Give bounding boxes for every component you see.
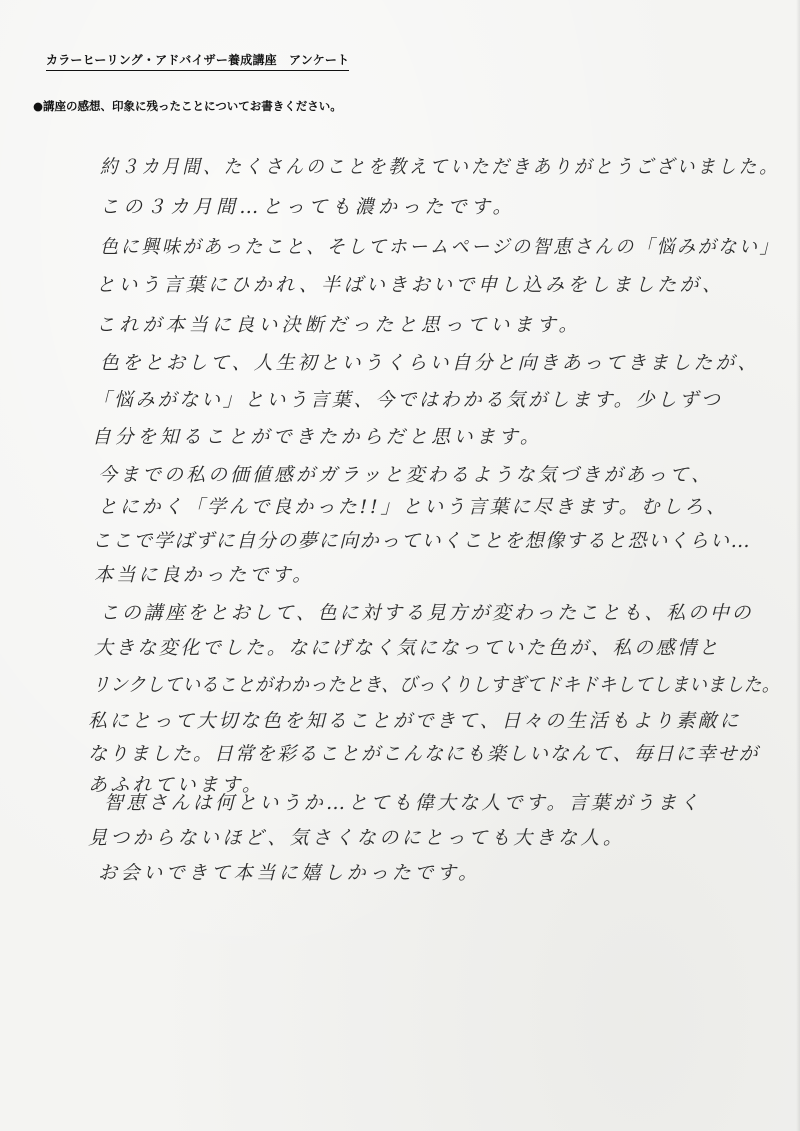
- handwritten-line: ここで学ばずに自分の夢に向かっていくことを想像すると恐いくらい…: [92, 530, 752, 552]
- handwritten-line: 私にとって大切な色を知ることができて、日々の生活もより素敵に: [88, 710, 742, 732]
- handwritten-line: 大きな変化でした。なにげなく気になっていた色が、私の感情と: [94, 637, 721, 659]
- handwritten-line: 本当に良かったです。: [94, 564, 315, 586]
- handwritten-line: 色をとおして、人生初というくらい自分と向きあってきましたが、: [100, 352, 760, 374]
- form-title: カラーヒーリング・アドバイザー養成講座 アンケート: [46, 51, 349, 71]
- handwritten-line: お会いできて本当に嬉しかったです。: [98, 862, 481, 884]
- handwritten-line: 「悩みがない」という言葉、今ではわかる気がします。少しずつ: [92, 389, 723, 411]
- handwritten-line: 色に興味があったこと、そしてホームページの智恵さんの「悩みがない」: [100, 236, 781, 258]
- handwritten-line: なりました。日常を彩ることがこんなにも楽しいなんて、毎日に幸せが: [88, 743, 760, 765]
- handwritten-line: これが本当に良い決断だったと思っています。: [96, 314, 582, 336]
- handwritten-line: この講座をとおして、色に対する見方が変わったことも、私の中の: [100, 602, 754, 624]
- handwritten-line: 自分を知ることができたからだと思います。: [92, 426, 543, 448]
- handwritten-line: とにかく「学んで良かった!!」という言葉に尽きます。むしろ、: [98, 496, 728, 518]
- handwritten-line: リンクしていることがわかったとき、びっくりしすぎてドキドキしてしまいました。: [92, 674, 780, 696]
- handwritten-line: という言葉にひかれ、半ばいきおいで申し込みをしましたが、: [96, 274, 725, 296]
- handwritten-line: この３カ月間…とっても濃かったです。: [100, 196, 516, 218]
- handwritten-line: 見つからないほど、気さくなのにとっても大きな人。: [88, 827, 626, 849]
- handwritten-line: あふれています。: [88, 774, 265, 796]
- handwritten-line: 今までの私の価値感がガラッと変わるような気づきがあって、: [98, 464, 714, 486]
- scan-edge-shadow: [796, 0, 800, 1131]
- question-prompt: ●講座の感想、印象に残ったことについてお書きください。: [33, 99, 342, 113]
- handwritten-line: 約３カ月間、たくさんのことを教えていただきありがとうございました。: [100, 156, 780, 178]
- handwritten-line: 智恵さんは何というか…とても偉大な人です。言葉がうまく: [104, 792, 702, 814]
